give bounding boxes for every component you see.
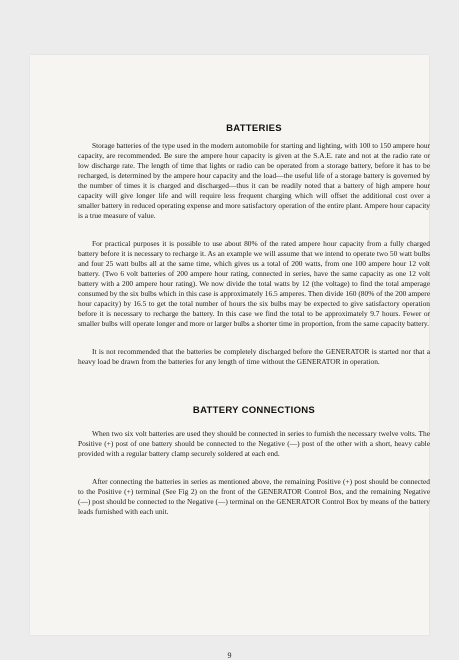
- paragraph-battery-capacity: Storage batteries of the type used in the modern automobile for starting and lighting, with 100 to 150 ampere hour capacity, are recommended. Be sure the ampere hour capacity is given at the S.A.E. rate and not at the radio rate or low discharge rate. The length of time that lights or radio can be operated from a storage battery, before it has to be recharged, is determined by the ampere hour capacity and the load—the useful life of a storage battery is governed by the number of times it is charged and discharged—thus it can be readily noted that a battery of high ampere hour capacity will give longer life and will require less frequent charging which will offset the additional cost over a smaller battery in reduced operating expense and more satisfactory operation of the entire plant. Ampere hour capacity is a true measure of value.: [78, 141, 430, 220]
- paragraph-series-connection: When two six volt batteries are used they should be connected in series to furnish the necessary twelve volts. The Positive (+) post of one battery should be connected to the Negative (—) post of the other with a short, heavy cable provided with a regular battery clamp securely soldered at each end.: [78, 429, 430, 458]
- paragraph-practical-example: For practical purposes it is possible to use about 80% of the rated ampere hour capacity from a fully charged battery before it is necessary to recharge it. As an example we will assume that we intend to operate two 50 watt bulbs and four 25 watt bulbs all at the same time, which gives us a total of 200 watts, from one 100 ampere hour 12 volt battery. (Two 6 volt batteries of 200 ampere hour rating, connected in series, have the same capacity as one 12 volt battery with a 200 ampere hour rating). We now divide the total watts by 12 (the voltage) to find the total amperage consumed by the six bulbs which in this case is approximately 16.5 amperes. Then divide 160 (80% of the 200 ampere hour capacity) by 16.5 to get the total number of hours the six bulbs may be expected to give satisfactory operation before it is necessary to recharge the battery. In this case we find the total to be approximately 9.7 hours. Fewer or smaller bulbs will operate longer and more or larger bulbs a shorter time in proportion, from the same capacity battery.: [78, 239, 430, 328]
- paragraph-control-box-connection: After connecting the batteries in series as mentioned above, the remaining Positive (+) post should be connected to the Positive (+) terminal (See Fig 2) on the front of the GENERATOR Control Box, and the remaining Negative (—) post should be connected to the Negative (—) terminal on the GENERATOR Control Box by means of the battery leads furnished with each unit.: [78, 477, 430, 516]
- section-heading-battery-connections: BATTERY CONNECTIONS: [192, 405, 316, 416]
- section-heading-batteries: BATTERIES: [226, 123, 282, 134]
- paragraph-discharge-warning: It is not recommended that the batteries be completely discharged before the GENERATOR is started nor that a heavy load be drawn from the batteries for any length of time without the GENERATOR in operation.: [78, 347, 430, 366]
- document-page: [30, 55, 430, 660]
- page-number: 9: [227, 651, 232, 660]
- page-content: [78, 123, 430, 517]
